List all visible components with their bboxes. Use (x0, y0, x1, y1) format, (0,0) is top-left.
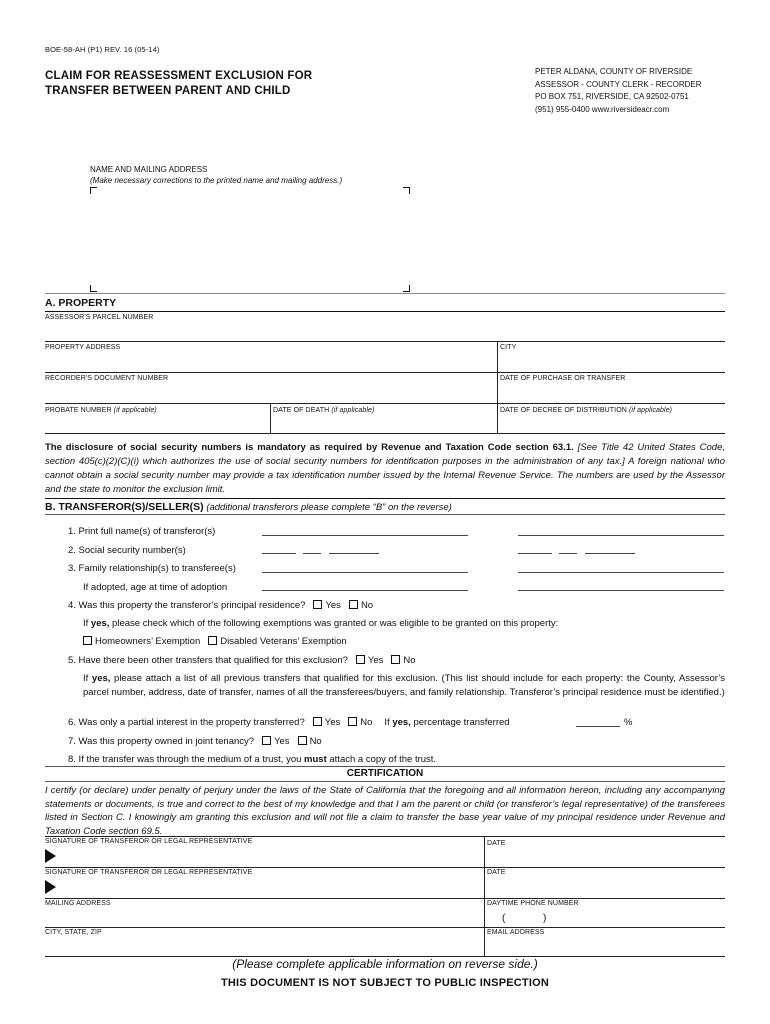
title-line-1: CLAIM FOR REASSESSMENT EXCLUSION FOR (45, 70, 313, 82)
purchase-date-field[interactable] (500, 385, 725, 403)
title-line-2: TRANSFER BETWEEN PARENT AND CHILD (45, 85, 291, 97)
q4b-post: please check which of the following exemptions was granted or was eligible to be granted on this property: (109, 618, 559, 629)
no-label: No (403, 655, 416, 666)
date-2-field[interactable] (487, 878, 725, 897)
probate-field[interactable] (45, 416, 267, 433)
q4b-pre: If (83, 618, 91, 629)
section-b-note: (additional transferors please complete “B” on the reverse) (206, 502, 452, 513)
q6-if: If (384, 717, 393, 728)
percentage-field[interactable] (576, 726, 620, 727)
property-address-field[interactable] (45, 354, 495, 372)
section-b-title: B. TRANSFEROR(S)/SELLER(S) (45, 501, 204, 513)
q4b-bold: yes, (90, 618, 110, 629)
signature-1-field[interactable] (60, 846, 480, 866)
q7-no-checkbox[interactable] (298, 736, 307, 745)
q7-label: 7. Was this property owned in joint tenancy? (68, 736, 255, 747)
yes-label: Yes (325, 600, 341, 611)
phone-open-paren: ( (502, 913, 506, 924)
q4-row (68, 600, 373, 611)
ssn-1-part-2[interactable] (303, 553, 321, 554)
phone-label: DAYTIME PHONE NUMBER (487, 900, 579, 907)
percent-sign: % (624, 717, 633, 728)
divider (45, 498, 725, 499)
yes-label: Yes (324, 717, 341, 728)
certification-title: CERTIFICATION (346, 768, 424, 779)
assessor-line-1: PETER ALDANA, COUNTY OF RIVERSIDE (535, 67, 693, 76)
divider (45, 293, 725, 294)
decree-date-field[interactable] (500, 416, 725, 433)
section-a-title: A. PROPERTY (45, 297, 117, 309)
mailing-address-window[interactable] (90, 187, 410, 292)
reverse-side-note: (Please complete applicable information on reverse side.) (232, 957, 538, 971)
q5-no-checkbox[interactable] (391, 655, 400, 664)
divider (45, 514, 725, 515)
q6-no-checkbox[interactable] (348, 717, 357, 726)
q6-label: 6. Was only a partial interest in the property transferred? (68, 717, 305, 728)
sign-here-arrow-icon (45, 849, 56, 863)
divider (484, 867, 485, 898)
divider (45, 403, 725, 404)
corner-mark (90, 187, 97, 194)
q5-label: 5. Have there been other transfers that qualified for this exclusion? (68, 655, 348, 666)
q1-label: 1. Print full name(s) of transferor(s) (68, 526, 216, 537)
form-title (45, 69, 312, 99)
certification-text: I certify (or declare) under penalty of perjury under the laws of the State of California that the foregoing and all information hereon, including any accompanying statements or documents, is true and correct to the best of my knowledge and that I am the parent or child (or transferor’s legal representative) of the transferees listed in Section C. I knowingly am granting this exclusion and will not file a claim to transfer the base year value of my principal residence under Revenue and Taxation Code section 69.5. (45, 785, 725, 837)
q4-yes-checkbox[interactable] (313, 600, 322, 609)
mailing-label: NAME AND MAILING ADDRESS (90, 165, 208, 174)
divider (45, 341, 725, 342)
parcel-number-field[interactable] (45, 325, 725, 341)
probate-label (45, 407, 157, 414)
yes-label: Yes (367, 655, 384, 666)
homeowners-label: Homeowners’ Exemption (95, 636, 201, 647)
divider (45, 927, 725, 928)
ssn-2-part-1[interactable] (518, 553, 552, 554)
q4-label: 4. Was this property the transferor’s principal residence? (68, 600, 306, 611)
ssn-1-part-3[interactable] (329, 553, 379, 554)
q8-bold: must (304, 754, 327, 765)
q7-row (68, 736, 322, 747)
q5b-post: please attach a list of all previous transfers that qualified for this exclusion. (This list should include for each property: the County, Assessor’s parcel number, address, date of transfer, names of all the transferees/buyers, and family relationship. Transferor’s principal residence must be identified.) (83, 673, 725, 698)
date-1-label: DATE (487, 840, 506, 847)
q6-row (68, 717, 510, 728)
email-label: EMAIL ADDRESS (487, 929, 545, 936)
phone-field[interactable] (510, 911, 725, 927)
probate-note: (if applicable) (113, 407, 157, 414)
city-state-zip-field[interactable] (45, 939, 481, 956)
form-id: BOE-58-AH (P1) REV. 16 (05-14) (45, 45, 160, 54)
city-field[interactable] (500, 354, 725, 372)
decree-date-note: (if applicable) (628, 407, 673, 414)
disclosure-bold: The disclosure of social security numbers is mandatory as required by Revenue and Taxation Code section 63.1. (45, 442, 574, 453)
divider (45, 372, 725, 373)
divider (45, 898, 725, 899)
divider (45, 867, 725, 868)
exemption-row (75, 636, 347, 647)
relationship-field-2[interactable] (518, 572, 724, 573)
q3-label: 3. Family relationship(s) to transferee(s) (68, 563, 236, 574)
adoption-age-field-1[interactable] (262, 590, 468, 591)
divider (45, 766, 725, 767)
no-label: No (309, 736, 322, 747)
section-b-heading (45, 501, 452, 513)
date-1-field[interactable] (487, 849, 725, 866)
ssn-1-part-1[interactable] (262, 553, 296, 554)
mailing-instruction: (Make necessary corrections to the printed name and mailing address.) (90, 176, 343, 185)
assessor-block (535, 66, 702, 116)
q6-post: percentage transferred (410, 717, 510, 728)
signature-1-label: SIGNATURE OF TRANSFEROR OR LEGAL REPRESENTATIVE (45, 838, 253, 845)
q8-post: attach a copy of the trust. (326, 754, 437, 765)
divider (497, 403, 498, 433)
q5-yes-checkbox[interactable] (356, 655, 365, 664)
divider (45, 836, 725, 837)
q2-label: 2. Social security number(s) (68, 545, 186, 556)
divider (45, 311, 725, 312)
q5b-bold: yes, (91, 673, 111, 684)
recorder-doc-field[interactable] (45, 385, 495, 403)
assessor-line-4: (951) 955-0400 www.riversideacr.com (535, 104, 670, 114)
transferor-name-field-1[interactable] (262, 535, 468, 536)
ssn-2-part-2[interactable] (559, 553, 577, 554)
ssn-2-part-3[interactable] (585, 553, 635, 554)
signature-2-label: SIGNATURE OF TRANSFEROR OR LEGAL REPRESENTATIVE (45, 869, 253, 876)
decree-date-text: DATE OF DECREE OF DISTRIBUTION (500, 407, 627, 414)
disclosure-italic: [See Title 42 United States Code, section 405(c)(2)(C)(i) which authorizes the use of social security numbers for identification purposes in the administration of any tax.] A foreign national who cannot obtain a social security number may provide a tax identification number issued by the Internal Revenue Service. The numbers are used by the Assessor and the state to monitor the exclusion limit. (45, 442, 725, 495)
q5b-pre: If (83, 673, 92, 684)
no-label: No (360, 600, 374, 611)
purchase-date-label: DATE OF PURCHASE OR TRANSFER (500, 375, 626, 382)
divider (484, 836, 485, 867)
homeowners-checkbox[interactable] (83, 636, 92, 645)
corner-mark (90, 285, 97, 292)
q5-row (68, 655, 416, 666)
phone-close-paren: ) (543, 913, 547, 924)
decree-date-label (500, 407, 672, 414)
mailing-address-label: MAILING ADDRESS (45, 900, 111, 907)
divider (497, 372, 498, 403)
relationship-field-1[interactable] (262, 572, 468, 573)
q5b-text (83, 672, 725, 700)
death-date-field[interactable] (273, 416, 495, 433)
mailing-address-field[interactable] (45, 910, 481, 927)
veterans-label: Disabled Veterans’ Exemption (220, 636, 347, 647)
corner-mark (403, 285, 410, 292)
signature-2-field[interactable] (60, 877, 480, 897)
city-state-zip-label: CITY, STATE, ZIP (45, 929, 102, 936)
q4b-text (83, 618, 558, 629)
q7-yes-checkbox[interactable] (262, 736, 271, 745)
death-date-note: (if applicable) (331, 407, 375, 414)
death-date-label (273, 407, 374, 414)
email-field[interactable] (487, 939, 725, 956)
q4-no-checkbox[interactable] (349, 600, 358, 609)
adoption-age-field-2[interactable] (518, 590, 724, 591)
probate-label-text: PROBATE NUMBER (45, 407, 112, 414)
death-date-text: DATE OF DEATH (273, 407, 330, 414)
parcel-number-label: ASSESSOR'S PARCEL NUMBER (45, 314, 154, 321)
q6-yes-checkbox[interactable] (313, 717, 322, 726)
q8-text (68, 754, 436, 765)
date-2-label: DATE (487, 869, 506, 876)
divider (497, 341, 498, 372)
no-label: No (360, 717, 373, 728)
divider (45, 433, 725, 434)
sign-here-arrow-icon (45, 880, 56, 894)
recorder-doc-label: RECORDER'S DOCUMENT NUMBER (45, 375, 169, 382)
assessor-line-3: PO BOX 751, RIVERSIDE, CA 92502-0751 (535, 92, 689, 101)
q8-pre: 8. If the transfer was through the medium of a trust, you (68, 754, 305, 765)
veterans-checkbox[interactable] (208, 636, 217, 645)
corner-mark (403, 187, 410, 194)
transferor-name-field-2[interactable] (518, 535, 724, 536)
divider (270, 403, 271, 433)
q6-bold: yes, (392, 717, 411, 728)
ssn-disclosure (45, 441, 725, 497)
assessor-line-2: ASSESSOR - COUNTY CLERK - RECORDER (535, 79, 702, 89)
divider (45, 781, 725, 782)
q3b-label: If adopted, age at time of adoption (83, 582, 228, 593)
property-address-label: PROPERTY ADDRESS (45, 344, 121, 351)
city-label: CITY (500, 344, 517, 351)
public-inspection-note: THIS DOCUMENT IS NOT SUBJECT TO PUBLIC INSPECTION (220, 977, 549, 989)
yes-label: Yes (274, 736, 290, 747)
